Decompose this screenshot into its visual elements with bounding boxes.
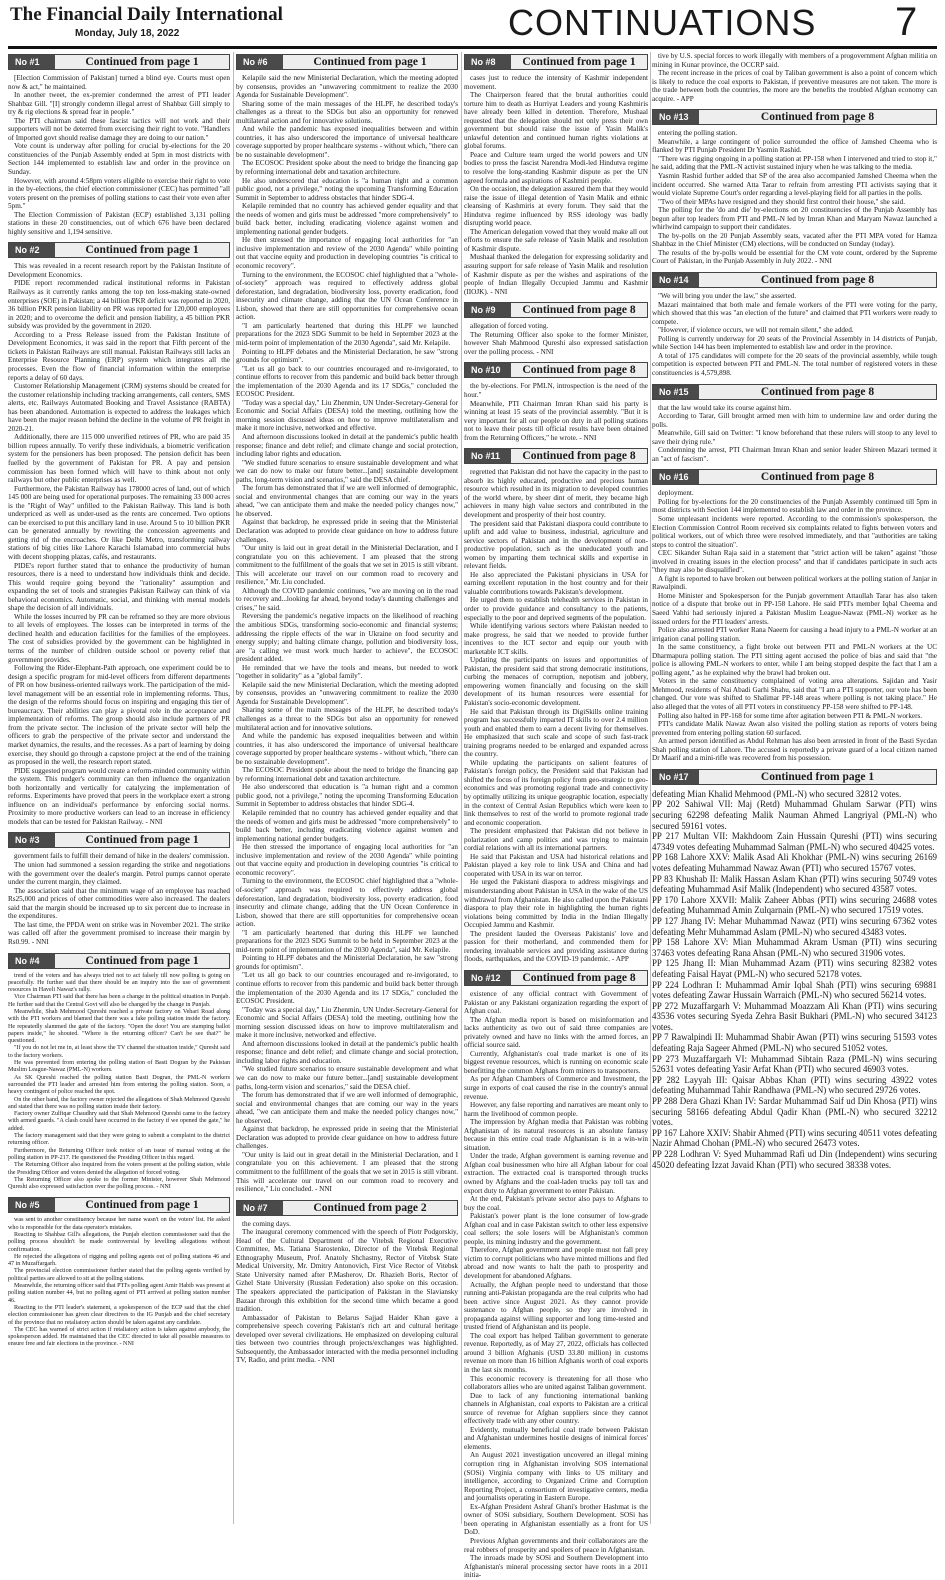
- story-paragraph: Although the COVID pandemic continues, "we are moving on in the road to recovery and...looking far ahead, beyond today's daunting challenges and crises," he said.: [236, 586, 458, 612]
- story-paragraph: According to a Press Release issued from the Pakistan Institute of Development Economics, it was said in the report that Fifth percent of the tickets in Pakistan Railways are still manual. Pakistan Railways still lacks an Enterprise Resource Planning (ERP) system which integrates all the processes. Even the flow of financial information within the enterprise reports a delay of 60 days.: [8, 330, 230, 382]
- story-paragraph: A fight is reported to have broken out between political workers at the polling station of Janjar in Rawalpindi.: [652, 574, 937, 592]
- continued-from-label: Continued from page 1: [760, 770, 875, 783]
- story-paragraph: Sharing some of the main messages of the HLPF, he described today's challenges as a threat to the SDGs but also an opportunity for renewed multilateral action and for innovative solutions.: [236, 99, 458, 125]
- story-paragraph: "I am particularly heartened that during this HLPF we launched preparations for the 2023 SDG Summit to be held in September 2023 at the mid-term point of implementation of the 2030 Agenda", said Mr. Kelapile.: [236, 928, 458, 954]
- story-paragraph: Due to lack of any functioning international banking channels in Afghanistan, coal exports to Pakistan are a critical source of revenue for Afghan suppliers since they cannot effectively trade with any other country.: [464, 1391, 648, 1426]
- story-paragraph: Under the trade, Afghan government is earning revenue and Afghan coal businessmen who hire all Afghan labour for coal extraction. The extracted coal is transported through trucks owned by Afghans and the coal-laden trucks pay toll tax and export duty to Afghan government to enter Pakistan.: [464, 1152, 648, 1195]
- story: [8, 54, 230, 236]
- continued-from-label: Continued from page 8: [522, 450, 636, 463]
- continued-from-label: Continued from page 8: [522, 971, 636, 984]
- continuation-tag: [236, 1200, 458, 1216]
- story-paragraph: He also underscored that education is "a human right and a common public good, not a privilege," noting the upcoming Transforming Education Summit in September to address obstacles that hinder SDG-4.: [236, 176, 458, 202]
- story-paragraph: Mazari maintained that both male and female workers of the PTI were voting for the party, which showed that this was "an election of the future" and claimed that PTI workers were ready to compete.: [652, 300, 937, 326]
- story: [464, 362, 648, 442]
- story: [236, 1200, 458, 1365]
- story-paragraph: Pointing to HLPF debates and the Ministerial Declaration, he saw "strong grounds for optimism".: [236, 347, 458, 365]
- continuation-tag: [652, 109, 937, 125]
- story-paragraph: "We will bring you under the law," she asserted.: [658, 292, 797, 301]
- story-paragraph: PP 288 Dera Ghazi Khan IV: Sardar Muhammad Saif ud Din Khosa (PTI) wins securing 58166 defeating Abdul Qadir Khan (PML-N) who secured 32212 votes.: [652, 1096, 937, 1128]
- story: [652, 769, 937, 1170]
- story-paragraph: Some unpleasant incidents were reported. According to the commission's spokesperson, the Election Commission Control Room received six complaints related to fights between voters and political workers, out of which three were resolved immediately, and that "authorities are taking steps to control the situation".: [652, 514, 937, 549]
- story-paragraph: While identifying various sectors where Pakistan needed to make progress, he said that we needed to provide further incentives to the ICT sector and equip our youth with marketable ICT skills.: [464, 622, 648, 656]
- story-paragraph: "However, if violence occurs, we will not remain silent," she added.: [658, 326, 854, 335]
- story-paragraph: Previous Afghan governments and their collaborators are the real robbers of prosperity and spoilers of peace in Afghanistan.: [464, 1536, 648, 1554]
- newspaper-name: The Financial Daily International: [10, 4, 283, 25]
- story-paragraph: was sent to another constituency because her name wasn't on the voters' list. He asked who is responsible for the data operator's mistakes.: [8, 1217, 230, 1231]
- continued-from-label: Continued from page 1: [313, 56, 427, 68]
- masthead: [0, 0, 945, 46]
- story-number: No #2: [9, 243, 55, 257]
- story-paragraph: "Our unity is laid out in great detail in the Ministerial Declaration, and I congratulate you on this achievement. I am pleased that the strong commitment to the fulfillment of the goals that we set in 2015 is still vibrant. This will accelerate our travel on our common road to recovery and resilience," Mr. Liu concluded.: [236, 544, 458, 587]
- story-paragraph: the coming days.: [242, 1219, 291, 1228]
- continued-from-label: Continued from page 1: [85, 1199, 199, 1212]
- story: [464, 970, 648, 1580]
- story: [8, 242, 230, 826]
- story-paragraph: The forum has demonstrated that if we are well informed of demographic, social and environmental changes that are coming our way in the years ahead, "we can anticipate them and make the needed policy changes now," he observed.: [236, 1091, 458, 1125]
- continuation-tag: [8, 832, 230, 848]
- page-number: 7: [895, 0, 918, 44]
- story-paragraph: PP 158 Lahore XV: Mian Muhammad Akram Usman (PTI) wins securing 37463 votes defeating Rana Ahsan (PML-N) who secured 31906 votes.: [652, 937, 937, 958]
- story-paragraph: cases just to reduce the intensity of Kashmir independent movement.: [464, 74, 648, 91]
- story-paragraph: Home Minister and Spokesperson for the Punjab government Attaullah Tarar has also taken notice of a dispute that broke out in PP-158 Lahore. He said PTI's member Iqbal Cheema and Saeed Vahhi had seriously injured a Pakistan Muslim League-Nawaz (PML-N) worker as he issued orders for the PTI leaders' arrests.: [652, 591, 937, 626]
- story-paragraph: Against that backdrop, he expressed pride in seeing that the Ministerial Declaration was adopted to provide clear guidance on how to address future challenges.: [236, 518, 458, 544]
- story-paragraph: PIDE's report further stated that to enhance the productivity of human resources, there is a need to understand how individuals think and decide. This would require going beyond the "rationality" assumption and expanding the set of tools and strategies Pakistan Railway can think of via behavioral economics. Automatic, social, and thinking with mental models shape the decision of all individuals.: [8, 561, 230, 613]
- column-4: [652, 52, 937, 1524]
- story-paragraph: PP 273 Muzaffargarh VI: Muhammad Sibtain Raza (PML-N) wins securing 52631 votes defeating Yasir Arfat Khan (PTI) who secured 46903 votes.: [652, 1053, 937, 1075]
- story-paragraph: Meanwhile, PTI Chairman Imran Khan said his party is winning at least 15 seats of the provincial assembly. "But it is very important for all our people on duty in all polling stations not to leave their posts till official results have been obtained from the Returning Officers," he wrote. - NNI: [464, 399, 648, 442]
- story-paragraph: regretted that Pakistan did not have the capacity in the past to absorb its highly educated, productive and precious human resource which resulted in its migration to developed countries of the world where, by sheer dint of merit, they became high achievers in many high value sectors and contributed in the development and prosperity of their host country.: [464, 468, 648, 519]
- story-paragraph: PIDE report recommended radical institutional reforms in Pakistan Railways as it currently ranks among the top ten loss-making state-owned enterprises (SOE) in Pakistan; a 44 billion PKR deficit was reported in 2020, 36 billion PKR pension liability on PR was reported for 120,000 employees in 2020; and to overcome the deficit and pension liability, a 45 billion PKR subsidy was provided by the government in 2020.: [8, 279, 230, 331]
- story-paragraph: Following the Rider-Elephant-Path approach, one experiment could be to design a specific program for mid-level officers from different departments of PR on how business-oriented railways work. The participation of the mid-level management will be an essential role in implementing reforms. Thus, the design of the reforms should focus on inspiring and engaging this tier of bureaucracy. Their abilities can play a pivotal role in the acceptance and implementation of reforms. The group should also include partners of PR from the private sector. The inclusion of the private sector will help the officers to grab the perspective of the private sector and understand the market dynamics, the results, and the recesses. As a part of learning by doing exercise, they should go through a capstone project at the end of the training as proposed in the well, the research report stated.: [8, 664, 230, 767]
- story-paragraph: And while the pandemic has exposed inequalities between and within countries, it has also underscored the importance of universal healthcare coverage supported by proper healthcare systems - without which, "there can be no sustainable development".: [236, 732, 458, 766]
- story-paragraph: Ambassador of Pakistan to Belarus Sajjad Haider Khan gave a comprehensive speech covering Pakistan's rich art and cultural heritage developed over several civilizations. He emphasized on developing cultural ties between two countries through projects/exchanges was highlighted. Subsequently, the Ambassador interacted with the media personnel including TV, Radio, and print media. - NNI: [236, 1313, 458, 1365]
- story-paragraph: "Let us all go back to our countries encouraged and re-invigorated, to continue efforts to recover from this pandemic and build back better through the implementation of the 2030 Agenda and its 17 SDGs," concluded the ECOSOC President.: [236, 364, 458, 399]
- story-paragraph: [Election Commission of Pakistan] turned a blind eye. Courts must open now & act," he maintained.: [8, 74, 230, 91]
- story-paragraph: allegation of forced voting.: [470, 322, 549, 331]
- story-paragraph: Against that backdrop, he expressed pride in seeing that the Ministerial Declaration was adopted to provide clear guidance on how to address future challenges.: [236, 1125, 458, 1151]
- story: [236, 54, 458, 1194]
- story-paragraph: The forum has demonstrated that if we are well informed of demographic, social and environmental changes that are coming our way in the years ahead, "we can anticipate them and make the needed policy changes now," he observed.: [236, 484, 458, 518]
- story-paragraph: PTI's candidate Malik Nawaz Awan also visited the polling station as reports of voters being prevented from entering polling station 60 surfaced.: [652, 720, 937, 737]
- story-number: No #4: [9, 954, 55, 968]
- story-paragraph: The PTI chairman said these fascist tactics will not work and their supporters will not be deterred from exercising their right to vote. "Handlers of Imported govt should realise damage they are doing to our nation.": [8, 116, 230, 142]
- story-paragraph: Meanwhile, Gill said on Twitter: "I know beforehand that these rulers will stoop to any level to save their dying rule.": [652, 429, 937, 446]
- story-paragraph: The polling for the 'do and die' by-elections on 20 constituencies of the Punjab Assembly has begun after top leaders from PTI and PML-N led by Imran Khan and Maryam Nawaz launched a whirlwind campaign to support their candidates.: [652, 206, 937, 232]
- story-paragraph: "Today was a special day," Liu Zhenmin, UN Under-Secretary-General for Economic and Social Affairs (DESA) told the meeting, outlining how the morning session discussed ideas on how to improve multilateralism and make it more inclusive, networked and effective.: [236, 398, 458, 433]
- column-1: [8, 52, 230, 1524]
- continuation-tag: [464, 362, 648, 378]
- story-paragraph: PP 272 Muzaffargarh V: Muhammad Moazzam Ali Khan (PTI) wins securing 43536 votes securing Syeda Zehra Basit Bukhari (PML-N) who secured 34123 votes.: [652, 1000, 937, 1032]
- story-number: No #15: [653, 385, 699, 399]
- story-paragraph: The president said that Pakistani diaspora could contribute to uplift and add value to business, industrial, agriculture and service sectors of Pakistan and in the development of non-productive population, such as the uneducated youth and women by imparting them technical skills and expertise in relevant fields.: [464, 519, 648, 571]
- story-paragraph: PIDE suggested program would create a reform-minded community within the system. This nudger's community can then influence the organization both horizontally and vertically for catalyzing the implementation of reforms. Experiments have proved that peers in the workplace exert a strong influence on an individual's performance by enforcing social norms. Proximity to more productive workers can lead to an increase in efficiency models that can be tested for Pakistan Railway. - NNI: [8, 766, 230, 826]
- story-paragraph: Voters in the same constituency complained of voting area alterations. Sajidan and Yasir Mehmood, residents of Nai Abadi Garhi Shahu, said that "I am a PTI supporter, our vote has been changed. Our vote was shifted to Shalimar PP-148 areas where polling is not taking place." He also alleged that the votes of all PTI voters in constituency PP-158 were shifted to PP-148.: [652, 677, 937, 711]
- story-paragraph: The inaugural ceremony commenced with the speech of Piotr Podgorskiy, Head of the Cultural Department of the Vitebsk Regional Executive Committee, Ms. Tatiana Starostenko, Director of the Vitebsk Regional Ethnography Museum, Prof. Anatoly Shchastny, Rector of Vitebsk State Medical University, Mr. Dmitry Antonovich, First Vice Rector of Vitebsk State University named after P.Masherov, Dr. Rhazieh Boris, Rector of Gzhel State University (Russian Federation) also spoke on this occasion. The speakers appreciated the participation of Pakistan in the Slaviansky Bazaar through this exhibition for the second time which became a good tradition.: [236, 1228, 458, 1314]
- masthead-rule: [8, 46, 937, 49]
- story-paragraph: And afternoon discussions looked in detail at the pandemic's public health response; finance and debt relief; and climate change and social protection, including labor rights and education.: [236, 432, 458, 459]
- story-paragraph: PP 224 Lodhran I: Muhammad Amir Iqbal Shah (PTI) wins securing 69881 votes defeating Zawar Hussain Warraich (PML-N) who secured 56214 votes.: [652, 979, 937, 1001]
- story-paragraph: The Returning Officer also inquired from the voters present at the polling station, while the Presiding Officer and voters denied the allegation of forced voting.: [8, 1162, 230, 1176]
- story-paragraph: He said that Pakistan through its DigiSkills online training program has successfully imparted IT skills to over 2.4 million youth and enabled them to earn a decent living for themselves. He emphasized that such scale and scope of such fast-track training programs needed to be enlarged and expanded across the country.: [464, 707, 648, 759]
- story-paragraph: Polling also halted in PP-168 for some time after agitation between PTI & PML-N workers.: [658, 711, 923, 720]
- continued-from-label: Continued from page 8: [522, 364, 636, 377]
- story-paragraph: And afternoon discussions looked in detail at the pandemic's public health response; finance and debt relief; and climate change and social protection, including labor rights and education.: [236, 1039, 458, 1065]
- story-paragraph: On the other hand, the factory owner rejected the allegations of Shah Mehmood Qureshi and stated that there was no polling station inside their factory.: [8, 1096, 230, 1110]
- story-paragraph: The Afghan media report is based on misinformation and lacks authenticity as two out of said three companies are privately owned and have no links with the armed forces, an official source said.: [464, 1015, 648, 1050]
- continued-from-label: Continued from page 1: [85, 834, 199, 847]
- story-paragraph: PP 7 Rawalpindi II: Muhammad Shabir Awan (PTI) wins securing 51593 votes defeating Raja Sageer Ahmed (PML-N) who secured 51052 votes.: [652, 1032, 937, 1054]
- story-paragraph: In the same constituency, a fight broke out between PTI and PML-N workers at the UC Dharmapura polling station. The PTI sitting agent accused the police of bias and said that "the police is allowing PML-N workers to enter, while I am being stopped despite the fact that I am a polling agent," as he explained why the brawl had broken out.: [652, 643, 937, 677]
- continued-from-label: Continued from page 2: [313, 1201, 427, 1214]
- story-paragraph: "We studied future scenarios to ensure sustainable development and what we can do now to make our future better...[and] sustainable development paths, long-term vision and scenarios," said the DESA chief.: [236, 1065, 458, 1091]
- story-paragraph: defeating Mian Khalid Mehmood (PML-N) who secured 32812 votes.: [652, 788, 902, 799]
- story-paragraph: Pointing to HLPF debates and the Ministerial Declaration, he saw "strong grounds for optimism".: [236, 954, 458, 971]
- story-paragraph: However, with around 4:58pm voters eligible to exercise their right to vote in the by-elections, the chief election commissioner (CEC) has permitted "all voters present on the premises of polling stations to cast their vote even after 5pm.": [8, 176, 230, 211]
- story-paragraph: existence of any official contract with Government of Pakistan or any Pakistani organization regarding the export of Afghan coal.: [464, 989, 648, 1016]
- story-paragraph: Meanwhile, Shah Mehmood Qureshi reached a private factory on Vehari Road along with the PTI workers and blamed that there was a fake polling station inside the factory. He repeatedly slammed the gate of the factory. "Open the door! You are stamping ballot papers inside," he shouted. "Where is the returning officer? Can't be see that?" he questioned.: [8, 1008, 230, 1045]
- story-paragraph: Kelapile said the new Ministerial Declaration, which the meeting adopted by consensus, provides an "unwavering commitment to realize the 2030 Agenda for Sustainable Development".: [236, 680, 458, 706]
- story: [464, 448, 648, 964]
- story-paragraph: A total of 175 candidates will compete for the 20 seats of the provincial assembly, while tough competition is expected between PTI and PML-N. The total number of registered voters in these constituencies is 4,579,898.: [652, 351, 937, 377]
- story-paragraph: Evidently, mutually beneficial coal trade between Pakistan and Afghanistan undermines hostile designs of inimical forces' elements.: [464, 1425, 648, 1451]
- continuation-tag: [652, 384, 937, 400]
- story-paragraph: He was prevented from entering the polling station of Basti Dogran by the Pakistan Muslim League-Nawaz (PML-N) workers.: [8, 1060, 230, 1074]
- story-paragraph: deployment.: [658, 489, 694, 498]
- story-paragraph: Sharing some of the main messages of the HLPF, he described today's challenges as a threat to the SDGs but also an opportunity for renewed multilateral action and for innovative solutions.: [236, 706, 458, 732]
- story-paragraph: The American delegation vowed that they would make all out efforts to ensure the safe release of Yasin Malik and resolution of Kashmir dispute.: [464, 227, 648, 253]
- story-paragraph: Reacting to the PTI leader's statement, a spokesperson of the ECP said that the chief election commissioner has given clear directives to the IG Punjab and the chief secretary of the province that no retaliatory action should be taken against any candidate.: [8, 1304, 230, 1326]
- continued-from-label: Continued from page 8: [760, 274, 875, 287]
- story-paragraph: This was revealed in a recent research report by the Pakistan Institute of Development Economics.: [8, 262, 230, 279]
- story-paragraph: He also appreciated the Pakistani physicians in USA for earning excellent reputation in the host country and for their valuable contributions towards Pakistan's development.: [464, 570, 648, 596]
- story: [464, 302, 648, 356]
- story-number: No #17: [653, 770, 699, 784]
- story-paragraph: CEC Sikander Sultan Raja said in a statement that "strict action will be taken" against "those involved in creating issues in the election process" and that if candidates participate in such acts "they may also be disqualified".: [652, 549, 937, 575]
- story-paragraph: This economic recovery is threatening for all those who collaborators allies who are united against Taliban government.: [464, 1374, 648, 1392]
- story-paragraph: He reminded that we have the tools and means, but needed to work "together in solidarity" as a "global family".: [236, 663, 458, 681]
- continuation-tag: [8, 953, 230, 969]
- story-number: No #9: [465, 303, 511, 317]
- story-paragraph: The Returning Officer also spoke to the former Minister, however Shah Mehmood Qureshi also expressed satisfaction over the polling process. - NNI: [8, 1176, 230, 1191]
- story-number: No #7: [237, 1201, 283, 1215]
- continuation-tag: [464, 302, 648, 318]
- continuation-tag: [8, 54, 230, 70]
- story-paragraph: Kelapile reminded that no country has achieved gender equality and that the needs of women and girls must be addressed "more comprehensively" to build back better, including eradicating violence against women and implementing national gender budgets.: [236, 809, 458, 843]
- story-paragraph: Factory owner Zulfiqar Chaudhry said that Shah Mehmood Qureshi came to the factory with armed guards. "A clash could have occurred in the factory if we opened the gate," he added.: [8, 1111, 230, 1132]
- story-paragraph: Customer Relationship Management (CRM) systems should be created for the customer relationship including tracking arrangements, call centers, SMS alerts, etc. Railways Automated Booking and Travel Assistance (RABTA) has been abandoned. Automation is expected to address the leakages which have been the major reason behind the decline in the volume of PR freight in 2020-21.: [8, 382, 230, 433]
- story-paragraph: PP 83 Khushab II: Malik Hassan Aslam Khan (PTI) wins securing 50749 votes defeating Muhammad Asif Malik (Independent) who secured 43587 votes.: [652, 873, 937, 895]
- story-paragraph: Condemning the arrest, PTI Chairman Imran Khan and senior leader Shireen Mazari termed it an "act of fascism".: [652, 446, 937, 463]
- story-paragraph: "Today was a special day," Liu Zhenmin, UN Under-Secretary-General for Economic and Social Affairs (DESA) told the meeting, outlining how the morning session discussed ideas on how to improve multilateralism and make it more inclusive, networked and effective.: [236, 1005, 458, 1040]
- story-paragraph: Pakistan's power plant is the lone consumer of low-grade Afghan coal and in case Pakistan switch to other less expensive coal sellers; the sole losers will be Afghanistan's common people, its mining industry and the government.: [464, 1212, 648, 1246]
- story-paragraph: that the law would take its course against him.: [658, 403, 792, 412]
- story: [8, 832, 230, 946]
- story-paragraph: At the end, Pakistan's private sector also pays to Afghans to buy the coal.: [464, 1195, 648, 1212]
- continued-from-label: Continued from page 1: [522, 56, 636, 68]
- story-paragraph: The impression by Afghan media that Pakistan was robbing Afghanistan of its natural resources is an absolute fantasy because in this entire coal trade Afghanistan is in a win-win situation.: [464, 1118, 648, 1152]
- story: [8, 953, 230, 1192]
- story-paragraph: entering the polling station.: [658, 129, 738, 138]
- story-paragraph: PP 168 Lahore XXV: Malik Asad Ali Khokhar (PML-N) wins securing 26169 votes defeating Muhammad Nawaz Awan (PTI) who secured 15767 votes.: [652, 852, 937, 873]
- story-paragraph: Turning to the environment, the ECOSOC chief highlighted that a "whole-of-society" approach was required to effectively address global deforestation, land degradation, biodiversity loss, poverty eradication, food insecurity and climate change, adding that the UN Ocean Conference in Lisbon, showed that there are still opportunities for comprehensive ocean action.: [236, 270, 458, 322]
- story-paragraph: And while the pandemic has exposed inequalities between and within countries, it has also underscored the importance of universal healthcare coverage supported by proper healthcare systems - without which, "there can be no sustainable development".: [236, 125, 458, 159]
- continued-from-label: Continued from page 8: [760, 385, 875, 398]
- story-paragraph: Vote count is underway after polling for crucial by-elections for the 20 constituencies of the Punjab Assembly ended at 5pm in most districts with Section 144 implemented to establish law and order in the province on Sunday.: [8, 142, 230, 177]
- story-paragraph: tive by U.S. special forces to work illegally with members of a progovernment Afghan militia on mining in Kunar province, the OCCRP said.: [652, 52, 937, 69]
- story-paragraph: The ECOSOC President spoke about the need to bridge the financing gap by reforming international debt and taxation architecture.: [236, 766, 458, 783]
- story-paragraph: the by-elections. For PMLN, introspection is the need of the hour.": [464, 382, 648, 399]
- story-number: No #8: [465, 55, 511, 69]
- story-paragraph: While the losses incurred by PR can be reframed so they are more obvious to all levels of employees. The losses can be interpreted in terms of the declined health and education facilities for the families of the employees. The cost of subsidies provided by the government can be highlighted in terms of the number of children outside school or poverty relief that government provides.: [8, 612, 230, 664]
- story-number: No #16: [653, 470, 699, 484]
- continuation-tag: [464, 970, 648, 986]
- story-paragraph: Meanwhile, a large contingent of police surrounded the office of Jamshed Cheema who is flanked by PTI Punjab President Dr Yasmin Rashid.: [652, 137, 937, 155]
- story-paragraph: PP 217 Multan VII: Makhdoom Zain Hussain Qureshi (PTI) wins securing 47349 votes defeating Muhammad Salman (PML-N) who secured 40425 votes.: [652, 831, 937, 852]
- column-3: [464, 52, 648, 1580]
- story-paragraph: Peace and Culture team urged the world powers and UN bodies to press the fascist Narendra Modi-led Hindutva regime to resolve the long-standing Kashmir dispute as per the UN agreed formula and aspirations of Kashmiri people.: [464, 150, 648, 185]
- story-paragraph: Turning to the environment, the ECOSOC chief highlighted that a "whole-of-society" approach was required to effectively address global deforestation, land degradation, biodiversity loss, poverty eradication, food insecurity and climate change, adding that the UN Ocean Conference in Lisbon, showed that there are still opportunities for comprehensive ocean action.: [236, 877, 458, 929]
- story-paragraph: Vice Chairman PTI said that there has been a change in the political situation in Punjab. He further said that the Central Govt will also be changed by the change in Punjab.: [8, 994, 230, 1008]
- story-paragraph: Ex-Afghan President Ashraf Ghani's brother Hashmat is the owner of SOSi subsidiary, Southern Development. SOSi has been operating in Afghanistan essentially as a front for US DoD.: [464, 1502, 648, 1537]
- story-paragraph: government fails to fulfill their demand of hike in the dealers' commission.: [14, 852, 230, 861]
- story-paragraph: PP 202 Sahiwal VII: Maj (Retd) Muhammad Ghulam Sarwar (PTI) wins securing 62298 defeating Malik Nauman Ahmed Langriyal (PML-N) who secured 59161 votes.: [652, 799, 937, 831]
- story: [652, 109, 937, 266]
- story-paragraph: Actually, the Afghan people need to understand that those running anti-Pakistan propaganda are the real culprits who had been active since August 2021. As they cannot provide sustenance to Afghan people, so they are involved in propaganda against willing supporter and long time-tested and trusted friend of Afghanistan and its people.: [464, 1280, 648, 1332]
- story-paragraph: "Let us all go back to our countries encouraged and re-invigorated, to continue efforts to recover from this pandemic and build back better through the implementation of the 2030 Agenda and its 17 SDGs," concluded the ECOSOC President.: [236, 971, 458, 1006]
- story-paragraph: As per Afghan Chambers of Commerce and Investment, the surge in exports of coal caused the rise in the country's annual revenue.: [464, 1075, 648, 1101]
- story: [652, 272, 937, 377]
- story-paragraph: The CEC has warned of strict action if retaliatory action is taken against anybody, the spokesperson added. He maintained that the CEC directed to take all possible measures to ensure free and fair elections in the province. - NNI: [8, 1326, 230, 1348]
- story-number: No #5: [9, 1198, 55, 1212]
- story-paragraph: "There was rigging ongoing in a polling station at PP-158 when I intervened and tried to stop it," he said, adding that the PML-N activist sustained injury when he was talking to the media.: [652, 154, 937, 172]
- story-paragraph: An August 2021 investigation uncovered an illegal mining corruption ring in Afghanistan involving SOS international (SOSi) Virginia company with links to US military and intelligence, according to Organized Crime and Corruption Reporting Project, a consortium of investigative centers, media and journalists operating in Eastern Europe.: [464, 1451, 648, 1503]
- story-paragraph: While updating the participants on salient features of Pakistan's foreign policy, the President said that Pakistan had shifted the focus of its foreign policy from geo-strategic to geo-economics and was promoting regional trade and connectivity by optimally utilizing its unique geographic location, especially in the context of Central Asian Republics which were keen to link themselves to rest of the world to promote regional trade and economic cooperation.: [464, 758, 648, 827]
- story-paragraph: Furthermore, the Returning Officer took notice of an issue of manual voting at the polling station in PP-217. He questioned the Presiding Officer in this regard.: [8, 1147, 230, 1161]
- story-paragraph: He rejected the allegations of rigging and polling agents out of polling stations 46 and 47 in Muzaffargarh.: [8, 1253, 230, 1268]
- story-paragraph: The factory management said that they were going to submit a complaint to the district returning officer.: [8, 1133, 230, 1147]
- story-number: No #10: [465, 363, 511, 377]
- story-paragraph: He also underscored that education is "a human right and a common public good, not a privilege," noting the upcoming Transforming Education Summit in September to address obstacles that hinder SDG-4.: [236, 783, 458, 809]
- story-number: No #14: [653, 273, 699, 287]
- story-paragraph: PP 228 Lodhran V: Syed Muhammad Rafi ud Din (Independent) wins securing 45020 defeating Izzat Javaid Khan (PTI) who secured 38338 votes.: [652, 1149, 937, 1170]
- story-paragraph: The inroads made by SOSi and Southern Development into Afghanistan's mineral processing sector have roots in a 2011 initia-: [464, 1554, 648, 1580]
- story-paragraph: PP 125 Jhang II: Mian Muhammad Azam (PTI) wins securing 82382 votes defeating Faisal Hayat (PML-N) who secured 52178 votes.: [652, 958, 937, 979]
- story-number: No #13: [653, 110, 699, 124]
- story-paragraph: He urged the Pakistani diaspora to address misgivings and misunderstanding about Pakistan in USA in the wake of the US withdrawal from Afghanistan. He also called upon the Pakistani diaspora to play their role in highlighting the human rights violations being committed by India in the Indian Illegally Occupied Jammu and Kashmir.: [464, 878, 648, 930]
- story: [652, 384, 937, 464]
- continuation-tag: [652, 769, 937, 785]
- story-number: No #6: [237, 55, 283, 69]
- continuation-tag: [464, 448, 648, 464]
- story-paragraph: PP 167 Lahore XXIV: Shabir Ahmed (PTI) wins securing 40511 votes defeating Nazir Ahmad Chohan (PML-N) who secured 26473 votes.: [652, 1127, 937, 1149]
- story-number: No #11: [465, 449, 511, 463]
- section-title: CONTINUATIONS: [508, 2, 817, 43]
- story-paragraph: Reacting to Shahbaz Gill's allegations, the Punjab election commissioner said that the polling process shouldn't be made controversial by levelling allegations without confirmation.: [8, 1232, 230, 1253]
- story-paragraph: Polling is currently underway for 20 seats of the Provincial Assembly in 14 districts of Punjab, while Section 144 has been implemented to establish law and order in the province.: [652, 334, 937, 352]
- story-paragraph: The ECOSOC President spoke about the need to bridge the financing gap by reforming international debt and taxation architecture.: [236, 159, 458, 177]
- story-paragraph: The recent increase in the prices of coal by Taliban government is also a point of concern which is likely to reduce the coal exports to Pakistan, if preventive measures are not taken. The more is the trade between both the countries, the more are the benefits the troubled Afghan economy can acquire. - APP: [652, 69, 937, 103]
- column-divider: [233, 52, 234, 1524]
- story-paragraph: The last time, the PPDA went on strike was in November 2021. The strike was called off after the government promised to increase their margin by Rs0.99. - NNI: [8, 920, 230, 946]
- story-paragraph: He urged them to establish telehealth services in Pakistan in order to provide guidance and consultancy to the patients, especially to the poor and deprived segments of the population.: [464, 596, 648, 622]
- story-paragraph: He said that Pakistan and USA had historical relations and Pakistan played a key role to link USA and China and had cooperated with USA in its war on terror.: [464, 852, 648, 878]
- story-paragraph: PP 282 Layyah III: Qaisar Abbas Khan (PTI) wins securing 43922 votes defeating Muhammad Tahir Randhawa (PML-N) who secured 29726 votes.: [652, 1074, 937, 1096]
- story-paragraph: "We studied future scenarios to ensure sustainable development and what we can do now to make our future better...[and] sustainable development paths, long-term vision and scenarios," said the DESA chief.: [236, 458, 458, 484]
- story-paragraph: The Election Commission of Pakistan (ECP) established 3,131 polling stations in these 20 constituencies, out of which 676 have been declared highly sensitive and 1,194 sensitive.: [8, 210, 230, 236]
- story-paragraph: "Two of their MPAs have resigned and they should first control their house," she said.: [658, 197, 906, 206]
- continued-from-label: Continued from page 1: [85, 954, 199, 967]
- story-paragraph: Currently, Afghanistan's coal trade market is one of its biggest revenue resources, which is running on economic scale benefitting the common Afghans from miners to transporters.: [464, 1049, 648, 1075]
- story-paragraph: "Our unity is laid out in great detail in the Ministerial Declaration, and I congratulate you on this achievement. I am pleased that the strong commitment to the fulfillment of the goals that we set in 2015 is still vibrant. This will accelerate our travel on our common road to recovery and resilience," Liu concluded. - NNI: [236, 1150, 458, 1194]
- story-paragraph: PP 127 Jhang IV: Mehar Muhammad Nawaz (PTI) wins securing 67362 votes defeating Mehr Muhammad Aslam (PML-N) who secured 43483 votes.: [652, 915, 937, 937]
- story-paragraph: Reversing the pandemic's negative impacts on the likelihood of reaching the ambitious SDGs, transforming socio-economic and financial systems; addressing the ripple effects of the war in Ukraine on food security and energy supply; and halting climate change, pollution and biodiversity loss, are "a calling we must work much harder to achieve", the ECOSOC president added.: [236, 612, 458, 664]
- continuation-tag: [652, 469, 937, 485]
- story-paragraph: The president lauded the Overseas Pakistanis' love and passion for their motherland, and commended them for rendering invaluable services and providing assistance during floods, earthquakes, and the COVID-19 pandemic. - APP: [464, 929, 648, 964]
- story-paragraph: In another tweet, the ex-premier condemned the arrest of PTI leader Shahbaz Gill. "[I] strongly condemn illegal arrest of Shahbaz Gill simply to try & rig elections & spread fear in people.": [8, 91, 230, 117]
- story-number: No #12: [465, 971, 511, 985]
- story-paragraph: The Returning Officer also spoke to the former Minister, however Shah Mahmood Qureshi also expressed satisfaction over the polling process. - NNI: [464, 330, 648, 356]
- story-paragraph: According to Tarar, Gill brought armed men with him to undermine law and order during the polls.: [652, 412, 937, 429]
- column-divider: [461, 52, 462, 1524]
- story-paragraph: The union had summoned a session regarding the strike and negotiations with the government over the dealer's margin. Petrol pumps cannot operate under the current margin, they claimed.: [8, 861, 230, 887]
- story-paragraph: The by-polls on the 20 Punjab Assembly seats, vacated after the PTI MPA voted for Hamza Shahbaz in the Chief Minister (CM) elections, will be conducted on Sunday (today).: [652, 231, 937, 249]
- story-paragraph: Kelapile said the new Ministerial Declaration, which the meeting adopted by consensus, provides an "unwavering commitment to realize the 2030 Agenda for Sustainable Development".: [236, 74, 458, 100]
- story-paragraph: Police also arrested PTI worker Rana Naeem for causing a head injury to a PML-N worker at an irrigation canal polling station.: [652, 626, 937, 643]
- story-paragraph: PP 170 Lahore XXVII: Malik Zaheer Abbas (PTI) wins securing 24688 votes defeating Muhammad Amin Zulqarnain (PML-N) who secured 17519 votes.: [652, 894, 937, 916]
- story-paragraph: The provincial election commissioner further stated that the polling agents verified by political parties are allowed to sit at the polling stations.: [8, 1268, 230, 1282]
- story-paragraph: Furthermore, the Pakistan Railway has 178000 acres of land, out of which 145 000 are being used for operational purposes. The remaining 33 000 acres is the "Right of Way" unfilled to the Pakistan Railway. This land is both underpriced as well as under-used as the rents are concerned. Two options can be exercised to put this ancillary land in use. Around 5 to 10 billion PKR can be generated annually by rewriting the concession agreements and getting rid of the encroaches. Or like Delhi Metro, transforming railway stations of big cities like Lahore Karachi Islamabad into commercial hubs with decent shopping plazas, cafés, and restaurants.: [8, 484, 231, 561]
- story-paragraph: "I am particularly heartened that during this HLPF we launched preparations for the 2023 SDG Summit to be held in September 2023 at the mid-term point of implementation of the 2030 Agenda", said Mr. Kelapile.: [236, 321, 458, 347]
- continuation-tag: [464, 54, 648, 70]
- story: [464, 54, 648, 296]
- story-paragraph: Updating the participants on issues and opportunities of Pakistan, the president said that strong democratic institutions, curbing the menaces of corruption, nepotism and jobbery, empowering women financially and focusing on the skill development of its human resources were essential for Pakistan's socio-economic development.: [464, 656, 648, 707]
- story-paragraph: The results of the by-polls would be essential for the CM vote count, ordered by the Supreme Court of Pakistan, in the Punjab Assembly in July 2022. - NNI: [652, 248, 937, 266]
- story-paragraph: Meanwhile, the returning officer said that PTI's polling agent Amir Habib was present at polling station number 44, but no polling agent of PTI arrived at polling station number 46.: [8, 1283, 230, 1304]
- story-paragraph: Therefore, Afghan government and people must not fall prey victim to corrupt politicians who have minted millions and fled abroad and now wants to halt the path to prosperity and development for abandoned Afghans.: [464, 1246, 648, 1280]
- continuation-tag: [652, 272, 937, 288]
- story-paragraph: He then stressed the importance of engaging local authorities for "an inclusive implementation and review of the 2030 Agenda" while pointing out that vaccine equity and production in developing countries "is critical to economic recovery".: [236, 236, 458, 271]
- story-number: No #1: [9, 55, 55, 69]
- story-paragraph: The president emphasized that Pakistan did not believe in polarization and camp politics and was trying to maintain cordial relations with all its international partners.: [464, 827, 648, 853]
- story: [652, 469, 937, 763]
- story-paragraph: The coal export has helped Taliban government to generate revenue. Reportedly, as of May 27, 2022, officials has collected around 3 billion Afghanis (USD 33.80 million) in customs revenue on more than 16 billion Afghanis worth of coal exports in the last six months.: [464, 1331, 648, 1375]
- continued-from-label: Continued from page 8: [760, 111, 875, 124]
- story-paragraph: Yasmin Rashid further added that SP of the area also accompanied Jamshed Cheema when the incident occurred. She warned Atta Tarar to refrain from arresting PTI activists saying that it would violate Supreme Court's order regarding a level-playing field for all parties in the polls.: [652, 172, 937, 198]
- story: [8, 1197, 230, 1348]
- story-paragraph: trend of the voters and has always tried not to act falsely till now polling is going on peacefully. He further said that there should be an inquiry into the use of government resources in Haveli Nawaz's rally.: [8, 972, 230, 994]
- story-paragraph: Additionally, there are 115 000 unverified retirees of PR, who are paid 35 billion rupees annually. To verify these individuals, a biometric verification system for the pensioners has been proposed. The pension deficit has been fuelled by the government of Pakistan for PR. A pay and pension commission has been formed which will have to think about not only railways but other public enterprises as well.: [8, 433, 230, 485]
- column-2: [236, 52, 458, 1524]
- continuation-tag: [236, 54, 458, 70]
- story-number: No #3: [9, 833, 55, 847]
- story-paragraph: An armed person identified as Abdul Rehman has also been arrested in front of the Basti Sycdan Shah polling station of Lahore. The accused is reportedly a private guard of a local citizen named Dr Maarif and a mini-rifle was recovered from his possession.: [652, 737, 937, 763]
- story: [652, 52, 937, 103]
- continuation-tag: [8, 1197, 230, 1213]
- continued-from-label: Continued from page 1: [85, 244, 199, 257]
- story-paragraph: Polling for by-elections for the 20 constituencies of the Punjab Assembly continued till 5pm in most districts with Section 144 implemented to establish law and order in the province.: [652, 497, 937, 515]
- story-paragraph: Mushaal thanked the delegation for expressing solidarity and assuring support for safe release of Yasin Malik and resolution of Kashmir dispute as per the wishes and aspirations of the people of Indian Illegally Occupied Jammu and Kashmir (IIOJK). - NNI: [464, 253, 648, 296]
- story-paragraph: On the occasion, the delegation assured them that they would raise the issue of illegal detention of Yasin Malik and ethnic cleansing of Kashmiris at every forum. They said that the Hindutva regime influenced by RSS ideology was badly disrupting world peace.: [464, 185, 648, 228]
- story-paragraph: The association said that the minimum wage of an employee has reached Rs25,000 and prices of other commodities were also increased. The dealers said that the margin should be increased up to six percent due to increase in the expenditures.: [8, 886, 230, 921]
- story-paragraph: Kelapile reminded that no country has achieved gender equality and that the needs of women and girls must be addressed "more comprehensively" to build back better, including eradicating violence against women and implementing national gender budgets.: [236, 202, 458, 236]
- issue-date: Monday, July 18, 2022: [75, 28, 180, 39]
- continued-from-label: Continued from page 1: [85, 56, 199, 68]
- story-paragraph: The Chairperson feared that the brutal authorities could torture him to death as Hurriyat Leaders and young Kashmiris have already been killed in detention. Therefore, Mushaal requested that the delegation should not only press their own government but should raise the issue of Yasin Malik's unlawful detention and continued human rights violations at global forums.: [464, 91, 648, 151]
- column-divider: [650, 52, 651, 1524]
- story-paragraph: He then stressed the importance of engaging local authorities for "an inclusive implementation and review of the 2030 Agenda" while pointing out that vaccine equity and production in developing countries "is critical to economic recovery".: [236, 843, 458, 877]
- story-paragraph: As SK Qureshi reached the polling station Basti Dogran, the PML-N workers surrounded the PTI leader and arrested him from entering the polling station. Soon, a heavy contingent of police reached the spot.: [8, 1074, 230, 1096]
- story-paragraph: However, any false reporting and narratives are meant only to harm the livelihood of common people.: [464, 1101, 648, 1118]
- continued-from-label: Continued from page 8: [522, 304, 636, 317]
- continuation-tag: [8, 242, 230, 258]
- continued-from-label: Continued from page 8: [760, 471, 875, 484]
- story-paragraph: "If you do not let me in, at least show the TV channel the situation inside," Qureshi said to the factory workers.: [8, 1045, 230, 1059]
